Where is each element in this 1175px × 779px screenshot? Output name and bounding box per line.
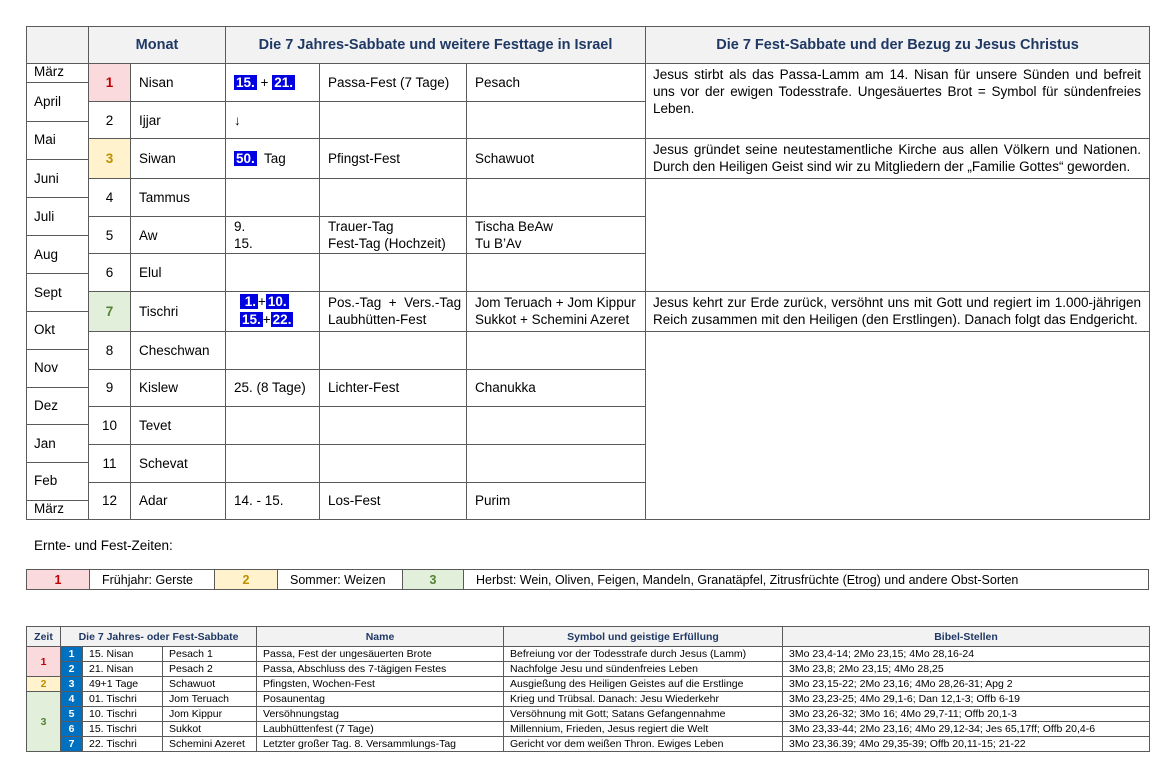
greg-divider (26, 159, 88, 160)
sabbath-symbol: Versöhnung mit Gott; Satans Gefangennahme (504, 707, 783, 722)
feast-name: Pfingst-Fest (320, 139, 467, 179)
month-row-cheschwan (27, 331, 1150, 369)
greg-month: Mai (34, 132, 56, 147)
month-name: Siwan (131, 139, 226, 179)
col-header-zeit: Zeit (27, 627, 61, 647)
month-name: Tischri (131, 292, 226, 332)
sabbath-refs: 3Mo 23,8; 2Mo 23,15; 4Mo 28,25 (783, 662, 1150, 677)
greg-divider (26, 235, 88, 236)
feast-date: ↓ (226, 101, 320, 139)
month-row-tammus (27, 179, 1150, 217)
sabbath-refs: 3Mo 23,4-14; 2Mo 23,15; 4Mo 28,16-24 (783, 647, 1150, 662)
heb-line: Sukkot + Schemini Azeret (475, 312, 630, 328)
greg-month: Juli (34, 209, 55, 224)
sabbath-hebrew: Jom Kippur (163, 707, 257, 722)
christ-empty (646, 179, 1150, 292)
month-number: 12 (89, 482, 131, 520)
sabbaths-header: Die 7 Jahres-Sabbate und weitere Festtage in Israel (226, 27, 646, 64)
christ-text-tischri: Jesus kehrt zur Erde zurück, versöhnt uns mit Gott und regiert im 1.000-jährigen Reich zusammen mit den Heiligen (den Erstlingen). Danach folgt das Endgericht. (646, 292, 1150, 332)
legend-text: Herbst: Wein, Oliven, Feigen, Mandeln, Granatäpfel, Zitrusfrüchte (Etrog) und andere Obst-Sorten (464, 570, 1149, 590)
month-number: 6 (89, 254, 131, 292)
greg-month: Dez (34, 398, 59, 413)
feast-date (226, 139, 320, 179)
date-line (240, 311, 319, 329)
detail-row (27, 707, 1150, 722)
feast-date (226, 216, 320, 254)
sabbath-hebrew: Jom Teruach (163, 692, 257, 707)
greg-month: April (34, 94, 62, 109)
feast-hebrew (467, 101, 646, 139)
sabbath-name: Letzter großer Tag. 8. Versammlungs-Tag (257, 737, 504, 752)
feast-name: Passa-Fest (7 Tage) (320, 64, 467, 102)
sabbath-symbol: Ausgießung des Heiligen Geistes auf die Erstlinge (504, 677, 783, 692)
col-header-refs: Bibel-Stellen (783, 627, 1150, 647)
month-name: Schevat (131, 444, 226, 482)
feast-name (320, 179, 467, 217)
greg-month: Juni (34, 171, 59, 186)
date-highlight: 15. (242, 312, 261, 328)
sabbath-number: 6 (61, 722, 83, 737)
feast-date (226, 292, 320, 332)
christ-header: Die 7 Fest-Sabbate und der Bezug zu Jesus Christus (646, 27, 1150, 64)
detail-row (27, 737, 1150, 752)
month-name: Tammus (131, 179, 226, 217)
sabbath-number: 5 (61, 707, 83, 722)
date-highlight: 10. (267, 294, 287, 310)
season-legend (26, 569, 1149, 590)
detail-header-row (27, 627, 1150, 647)
feast-name (320, 444, 467, 482)
greg-month: März (34, 501, 64, 516)
greg-divider (26, 121, 88, 122)
sabbath-name: Posaunentag (257, 692, 504, 707)
sabbath-date: 01. Tischri (83, 692, 163, 707)
feast-name (320, 407, 467, 445)
feast-date (226, 64, 320, 102)
date-sep: + (258, 294, 266, 310)
col-header-sabbate: Die 7 Jahres- oder Fest-Sabbate (61, 627, 257, 647)
month-row-tischri (27, 292, 1150, 332)
month-number: 2 (89, 101, 131, 139)
month-row-siwan (27, 139, 1150, 179)
month-name: Ijjar (131, 101, 226, 139)
date-sep: + (260, 74, 269, 90)
feast-hebrew: Pesach (467, 64, 646, 102)
feast-hebrew: Chanukka (467, 369, 646, 407)
legend-num: 3 (403, 570, 464, 590)
legend-num: 2 (215, 570, 278, 590)
sabbath-hebrew: Pesach 1 (163, 647, 257, 662)
season-cell: 1 (27, 647, 61, 677)
greg-divider (26, 424, 88, 425)
month-row-nisan (27, 64, 1150, 102)
date-highlight: 1. (240, 294, 258, 309)
greg-month: Feb (34, 473, 58, 488)
detail-row (27, 677, 1150, 692)
sabbath-date: 22. Tischri (83, 737, 163, 752)
greg-divider (26, 462, 88, 463)
feast-name (320, 101, 467, 139)
feast-hebrew: Schawuot (467, 139, 646, 179)
header-row (27, 27, 1150, 64)
greg-month: März (34, 64, 64, 79)
feast-line: Fest-Tag (Hochzeit) (328, 236, 446, 252)
month-header: Monat (89, 27, 226, 64)
season-cell: 2 (27, 677, 61, 692)
feast-hebrew (467, 292, 646, 332)
month-name: Elul (131, 254, 226, 292)
col-header-symbol: Symbol und geistige Erfüllung (504, 627, 783, 647)
feast-hebrew (467, 179, 646, 217)
season-cell: 3 (27, 692, 61, 752)
sabbath-refs: 3Mo 23,26-32; 3Mo 16; 4Mo 29,7-11; Offb 20,1-3 (783, 707, 1150, 722)
date-highlight: 21. (274, 74, 293, 90)
month-name: Adar (131, 482, 226, 520)
greg-divider (26, 82, 88, 83)
sabbath-hebrew: Pesach 2 (163, 662, 257, 677)
feast-line: Laubhütten-Fest (328, 312, 427, 328)
feast-date (226, 254, 320, 292)
feast-name (320, 331, 467, 369)
month-number: 3 (89, 139, 131, 179)
sabbath-hebrew: Schawuot (163, 677, 257, 692)
date-sep: + (262, 312, 271, 328)
sabbath-name: Pfingsten, Wochen-Fest (257, 677, 504, 692)
feast-line: Trauer-Tag (328, 219, 394, 235)
sabbath-symbol: Befreiung vor der Todesstrafe durch Jesus (Lamm) (504, 647, 783, 662)
greg-divider (26, 311, 88, 312)
month-name: Tevet (131, 407, 226, 445)
month-number: 1 (89, 64, 131, 102)
feast-hebrew: Purim (467, 482, 646, 520)
feast-hebrew (467, 444, 646, 482)
sabbath-number: 4 (61, 692, 83, 707)
greg-divider (26, 197, 88, 198)
date-line (240, 293, 319, 311)
greg-month: Aug (34, 247, 59, 262)
feast-date (226, 407, 320, 445)
month-number: 10 (89, 407, 131, 445)
month-name: Aw (131, 216, 226, 254)
sabbath-date: 21. Nisan (83, 662, 163, 677)
greg-header (27, 27, 89, 64)
date-highlight: 15. (236, 74, 255, 90)
legend-title: Ernte- und Fest-Zeiten: (34, 538, 173, 553)
feast-name (320, 254, 467, 292)
feast-hebrew (467, 407, 646, 445)
sabbath-symbol: Nachfolge Jesu und sündenfreies Leben (504, 662, 783, 677)
month-number: 4 (89, 179, 131, 217)
month-number: 9 (89, 369, 131, 407)
detail-row (27, 692, 1150, 707)
feast-hebrew (467, 254, 646, 292)
detail-row (27, 722, 1150, 737)
christ-text-siwan: Jesus gründet seine neutestamentliche Kirche aus allen Völkern und Nationen. Durch den Heiligen Geist sind wir zu Mitgliedern der „Familie Gottes“ geworden. (646, 139, 1150, 179)
sabbath-refs: 3Mo 23,23-25; 4Mo 29,1-6; Dan 12,1-3; Offb 6-19 (783, 692, 1150, 707)
greg-month: Okt (34, 322, 56, 337)
heb-line: Jom Teruach + Jom Kippur (475, 295, 636, 311)
col-header-name: Name (257, 627, 504, 647)
month-name: Cheschwan (131, 331, 226, 369)
month-number: 7 (89, 292, 131, 332)
sabbath-date: 15. Nisan (83, 647, 163, 662)
sabbath-name: Passa, Abschluss des 7-tägigen Festes (257, 662, 504, 677)
feast-date (226, 444, 320, 482)
sabbath-date: 49+1 Tage (83, 677, 163, 692)
feast-name (320, 292, 467, 332)
sabbath-hebrew: Schemini Azeret (163, 737, 257, 752)
sabbath-refs: 3Mo 23,36.39; 4Mo 29,35-39; Offb 20,11-15; 21-22 (783, 737, 1150, 752)
sabbath-number: 7 (61, 737, 83, 752)
feast-date (226, 331, 320, 369)
month-number: 8 (89, 331, 131, 369)
christ-text-nisan: Jesus stirbt als das Passa-Lamm am 14. Nisan für unsere Sünden und befreit uns vor der ewigen Todesstrafe. Ungesäuertes Brot = Symbol für sündenfreies Leben. (646, 64, 1150, 139)
feast-name (320, 216, 467, 254)
feast-date: 14. - 15. (226, 482, 320, 520)
christ-empty (646, 331, 1150, 519)
feast-hebrew (467, 331, 646, 369)
month-number: 11 (89, 444, 131, 482)
greg-divider (26, 349, 88, 350)
legend-num: 1 (27, 570, 90, 590)
sabbath-detail-table (26, 626, 1150, 752)
month-number: 5 (89, 216, 131, 254)
calendar-table (26, 26, 1150, 520)
feast-date: 25. (8 Tage) (226, 369, 320, 407)
heb-line: Tu B’Av (475, 236, 522, 252)
date-rest: Tag (264, 151, 286, 167)
greg-divider (26, 387, 88, 388)
date-highlight: 50. (236, 151, 255, 167)
feast-name: Los-Fest (320, 482, 467, 520)
greg-month: Sept (34, 285, 62, 300)
feast-date (226, 179, 320, 217)
detail-row (27, 647, 1150, 662)
greg-month: Jan (34, 436, 56, 451)
feast-name: Lichter-Fest (320, 369, 467, 407)
date-highlight: 22. (272, 312, 292, 328)
sabbath-date: 15. Tischri (83, 722, 163, 737)
greg-month: Nov (34, 360, 59, 375)
sabbath-name: Passa, Fest der ungesäuerten Brote (257, 647, 504, 662)
feast-line: Pos.-Tag + Vers.-Tag (328, 295, 462, 311)
month-name: Kislew (131, 369, 226, 407)
sabbath-symbol: Millennium, Frieden, Jesus regiert die Welt (504, 722, 783, 737)
sabbath-hebrew: Sukkot (163, 722, 257, 737)
sabbath-date: 10. Tischri (83, 707, 163, 722)
greg-divider (26, 273, 88, 274)
detail-row (27, 662, 1150, 677)
sabbath-name: Laubhüttenfest (7 Tage) (257, 722, 504, 737)
date-line: 9. (234, 219, 246, 235)
sabbath-symbol: Krieg und Trübsal. Danach: Jesu Wiederkehr (504, 692, 783, 707)
sabbath-number: 2 (61, 662, 83, 677)
sabbath-refs: 3Mo 23,33-44; 2Mo 23,16; 4Mo 29,12-34; Jes 65,17ff; Offb 20,4-6 (783, 722, 1150, 737)
month-name: Nisan (131, 64, 226, 102)
sabbath-name: Versöhnungstag (257, 707, 504, 722)
heb-line: Tischa BeAw (475, 219, 554, 235)
sabbath-number: 3 (61, 677, 83, 692)
date-line: 15. (234, 236, 253, 252)
sabbath-refs: 3Mo 23,15-22; 2Mo 23,16; 4Mo 28,26-31; Apg 2 (783, 677, 1150, 692)
sabbath-symbol: Gericht vor dem weißen Thron. Ewiges Leben (504, 737, 783, 752)
feast-hebrew (467, 216, 646, 254)
sabbath-number: 1 (61, 647, 83, 662)
legend-text: Frühjahr: Gerste (90, 570, 215, 590)
legend-text: Sommer: Weizen (278, 570, 403, 590)
